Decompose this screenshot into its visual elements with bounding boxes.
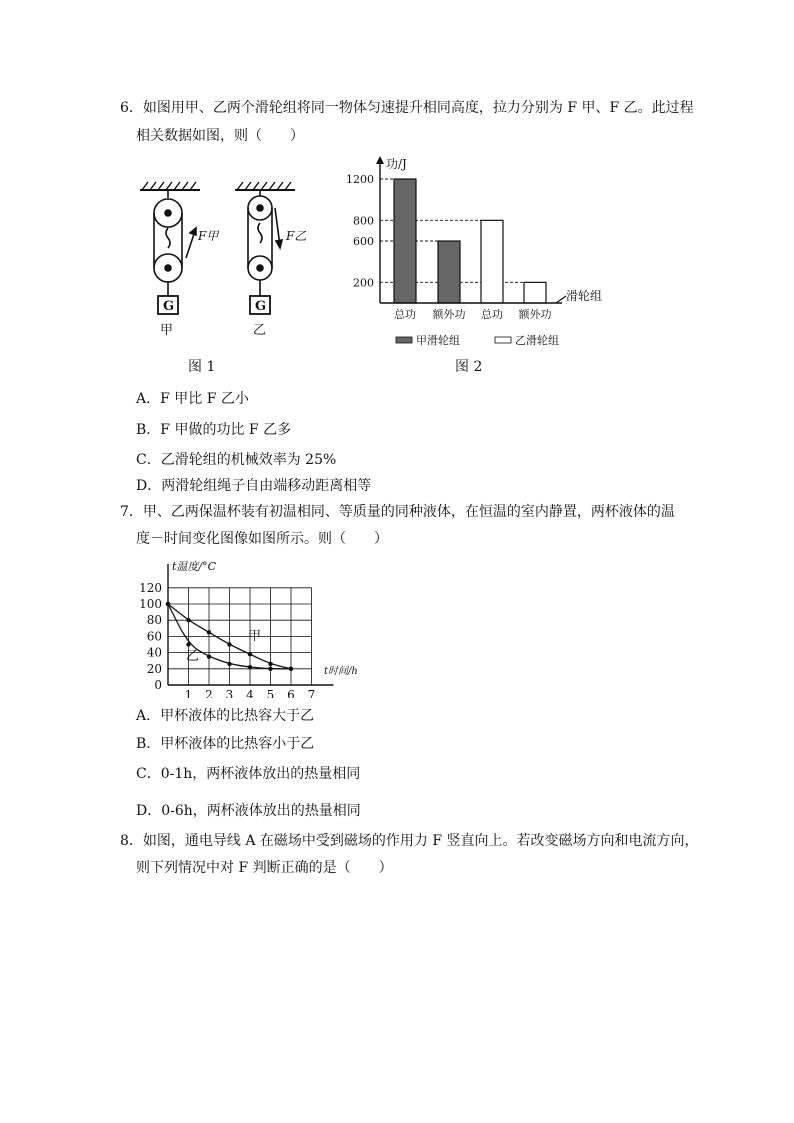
q7-option-b: B．甲杯液体的比热容小于乙 — [136, 736, 315, 752]
bar-category-label: 额外功 — [432, 308, 466, 321]
pulley-system-yi — [248, 190, 282, 314]
bar-x-axis-label: 滑轮组 — [566, 289, 603, 303]
bar-y-tick-label: 600 — [353, 235, 374, 248]
q8-stem-line2: 则下列情况中对 F 判断正确的是（ ） — [136, 860, 393, 876]
q7-option-a: A．甲杯液体的比热容大于乙 — [136, 708, 315, 724]
data-point — [186, 618, 190, 622]
q6-option-a: A．F 甲比 F 乙小 — [136, 391, 249, 407]
series-label-yi: 乙 — [186, 649, 200, 664]
line-y-tick-label: 60 — [146, 629, 162, 644]
bar-category-label: 总功 — [394, 308, 416, 321]
pulley-system-jia — [154, 190, 196, 314]
line-x-tick-label: 2 — [205, 688, 213, 698]
legend-swatch-yi — [495, 337, 511, 343]
bar — [524, 282, 546, 303]
figure1-caption: 图 1 — [188, 359, 216, 375]
ceiling-yi — [235, 182, 295, 190]
q7-option-d: D．0-6h，两杯液体放出的热量相同 — [136, 803, 361, 819]
line-y-tick-label: 0 — [154, 678, 162, 692]
force-label-jia: F甲 — [198, 229, 219, 243]
line-y-tick-label: 40 — [146, 645, 162, 660]
bar — [481, 220, 503, 303]
bar-category-label: 总功 — [481, 308, 503, 321]
bar-legend — [396, 333, 559, 347]
line-y-tick-label: 80 — [146, 613, 162, 628]
data-point — [268, 667, 272, 671]
line-x-tick-label: 6 — [287, 688, 295, 698]
q6-option-b: B．F 甲做的功比 F 乙多 — [136, 422, 292, 438]
data-point — [227, 642, 231, 646]
bar-y-axis-label: 功/J — [386, 157, 407, 171]
q8-stem-line1: 8．如图，通电导线 A 在磁场中受到磁场的作用力 F 竖直向上。若改变磁场方向和电流方向， — [120, 833, 699, 849]
bar-y-tick-label: 800 — [353, 214, 374, 228]
data-point — [207, 630, 211, 634]
series-label-jia: 甲 — [248, 629, 262, 644]
bar — [394, 179, 416, 303]
q7-stem-line1: 7．甲、乙两保温杯装有初温相同、等质量的同种液体，在恒温的室内静置，两杯液体的温 — [120, 504, 675, 520]
line-y-tick-label: 100 — [139, 597, 162, 611]
line-x-tick-label: 3 — [225, 688, 234, 698]
data-point — [166, 602, 170, 606]
data-point — [248, 665, 252, 669]
q7-stem-line2: 度－时间变化图像如图所示。则（ ） — [136, 531, 388, 547]
line-y-axis-label: t温度/°C — [172, 560, 217, 573]
bar-x-axis-arrow — [556, 296, 566, 303]
temperature-time-chart — [130, 558, 370, 698]
work-bar-chart — [340, 150, 630, 380]
legend-swatch-jia — [396, 337, 412, 343]
figure2-caption: 图 2 — [455, 359, 483, 375]
line-x-tick-label: 4 — [246, 688, 254, 698]
q7-option-c: C．0-1h，两杯液体放出的热量相同 — [136, 766, 361, 782]
q6-option-c: C．乙滑轮组的机械效率为 25% — [136, 452, 337, 468]
data-point — [268, 662, 272, 666]
data-point — [248, 652, 252, 656]
weight-label-yi: G — [255, 299, 267, 314]
bar — [438, 241, 460, 303]
data-point — [207, 654, 211, 658]
line-x-tick-label: 5 — [266, 688, 275, 698]
legend-label-jia: 甲滑轮组 — [416, 334, 460, 347]
line-x-axis-label: t时间/h — [324, 666, 358, 677]
data-point — [289, 667, 293, 671]
line-x-tick-label: 7 — [307, 688, 316, 698]
ceiling-jia — [140, 182, 200, 190]
legend-label-yi: 乙滑轮组 — [515, 334, 559, 347]
pulley-figure — [130, 168, 330, 378]
bar-y-tick-label: 200 — [353, 276, 374, 290]
q6-stem-line2: 相关数据如图，则（ ） — [136, 128, 304, 144]
force-label-yi: F乙 — [286, 229, 307, 243]
data-point — [227, 662, 231, 666]
data-point — [186, 642, 190, 646]
line-y-tick-label: 20 — [146, 661, 162, 676]
pulley-name-jia: 甲 — [160, 323, 174, 338]
bar-category-label: 额外功 — [518, 308, 552, 321]
bar-y-axis-arrow — [376, 156, 384, 164]
q6-stem-line1: 6．如图用甲、乙两个滑轮组将同一物体匀速提升相同高度，拉力分别为 F 甲、F 乙。此过程 — [120, 100, 694, 116]
bar-y-tick-label: 1200 — [346, 173, 374, 186]
line-x-tick-label: 1 — [184, 688, 193, 698]
pulley-name-yi: 乙 — [253, 323, 267, 338]
weight-label-jia: G — [163, 299, 175, 314]
line-y-tick-label: 120 — [139, 580, 162, 595]
q6-option-d: D．两滑轮组绳子自由端移动距离相等 — [136, 478, 372, 494]
